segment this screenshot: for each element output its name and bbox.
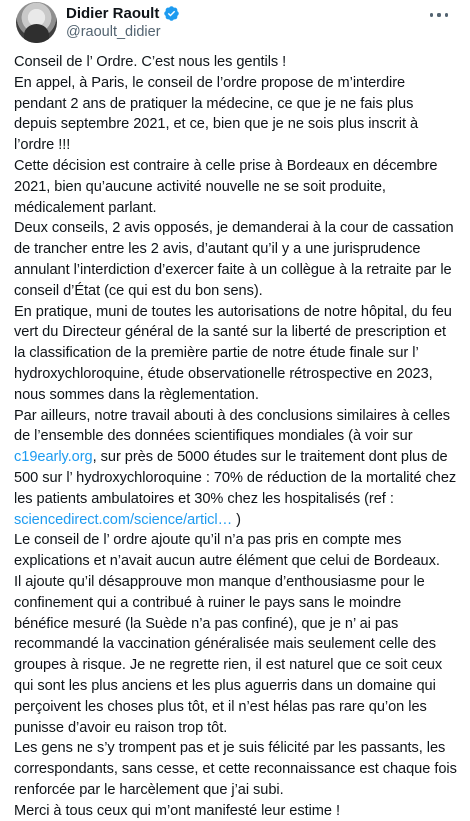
tweet-text-segment: En pratique, muni de toutes les autorisations de notre hôpital, du feu vert du Directeur général de la santé sur la liberté de prescription et la classification de la première partie de notre étude finale sur l’ hydroxychloroquine, étude observationelle rétrospective en 2023, nous sommes dans la règlementation. [14, 303, 452, 403]
author-handle[interactable]: @raoult_didier [66, 24, 161, 40]
c19early-link[interactable]: c19early.org [14, 449, 93, 466]
tweet-paragraph [14, 530, 458, 572]
tweet-text [14, 52, 460, 821]
tweet-paragraph [14, 156, 458, 218]
tweet-paragraph [14, 801, 458, 821]
tweet-text-segment: En appel, à Paris, le conseil de l’ordre propose de m’interdire pendant 2 ans de pratiquer la médecine, ce que je ne fais plus depuis septembre 2021, et ce, bien que je ne sois plus inscrit à l’ordre !!! [14, 74, 419, 154]
tweet-text-segment: , sur près de 5000 études sur le traitement dont plus de 500 sur l’ hydroxychloroquine : 70% de réduction de la mortalité chez les patients ambulatoires et 30% chez les hospitalisés (ref : [14, 449, 457, 507]
tweet-text-segment: ) [232, 511, 241, 528]
tweet-paragraph [14, 73, 458, 156]
tweet-paragraph [14, 218, 458, 301]
tweet-paragraph [14, 738, 458, 800]
tweet-paragraph [14, 406, 458, 531]
tweet-paragraph [14, 302, 458, 406]
tweet-text-segment: Conseil de l’ Ordre. C’est nous les gentils ! [14, 54, 287, 70]
tweet-paragraph [14, 52, 458, 73]
tweet-text-segment: Il ajoute qu’il désapprouve mon manque d’enthousiasme pour le confinement qui a contribué à ruiner le pays sans le moindre bénéfice mesuré (la Suède n’a pas confiné), que je n’ ai pas recommandé la vaccination généralisée mais seulement celle des groupes à risque. Je ne regrette rien, il est naturel que ce soit ceux qui sont les plus anciens et les plus aguerris dans un domaine qui perçoivent les choses plus tôt, et il n’est hélas pas rare qu’on les punisse d’avoir eu raison trop tôt. [14, 573, 443, 736]
verified-badge-icon [163, 5, 180, 22]
author-identity [66, 3, 180, 40]
avatar[interactable] [16, 2, 57, 43]
more-dot-icon [445, 13, 448, 16]
tweet-header [14, 0, 460, 50]
more-dot-icon [437, 13, 440, 16]
tweet-text-segment: Cette décision est contraire à celle prise à Bordeaux en décembre 2021, bien qu’aucune activité nouvelle ne se soit produite, médicalement parlant. [14, 157, 438, 216]
tweet-text-segment: Deux conseils, 2 avis opposés, je demanderai à la cour de cassation de trancher entre les 2 avis, d’autant qu’il y a une jurisprudence annulant l’interdiction d’exercer faite à un collègue à la retraite par le conseil d’État (ce qui est du bon sens). [14, 220, 454, 299]
tweet-paragraph [14, 572, 458, 738]
tweet-text-segment: Les gens ne s’y trompent pas et je suis félicité par les passants, les correspondants, sans cesse, et cette reconnaissance est chaque fois renforcée par le harcèlement que j’ai subi. [14, 740, 457, 798]
author-display-name[interactable]: Didier Raoult [66, 4, 160, 22]
tweet-text-segment: Par ailleurs, notre travail abouti à des conclusions similaires à celles de l’ensemble des données scientifiques mondiales (à voir sur [14, 407, 451, 445]
sciencedirect-link[interactable]: sciencedirect.com/science/articl… [14, 511, 233, 528]
author-name-row [66, 3, 180, 23]
more-dot-icon [430, 13, 433, 16]
tweet-text-segment: Merci à tous ceux qui m’ont manifesté leur estime ! [14, 802, 340, 819]
tweet-text-segment: Le conseil de l’ ordre ajoute qu’il n’a pas pris en compte mes explications et n’avait aucun autre élément que celui de Bordeaux. [14, 532, 440, 570]
more-options-icon[interactable] [430, 6, 448, 24]
